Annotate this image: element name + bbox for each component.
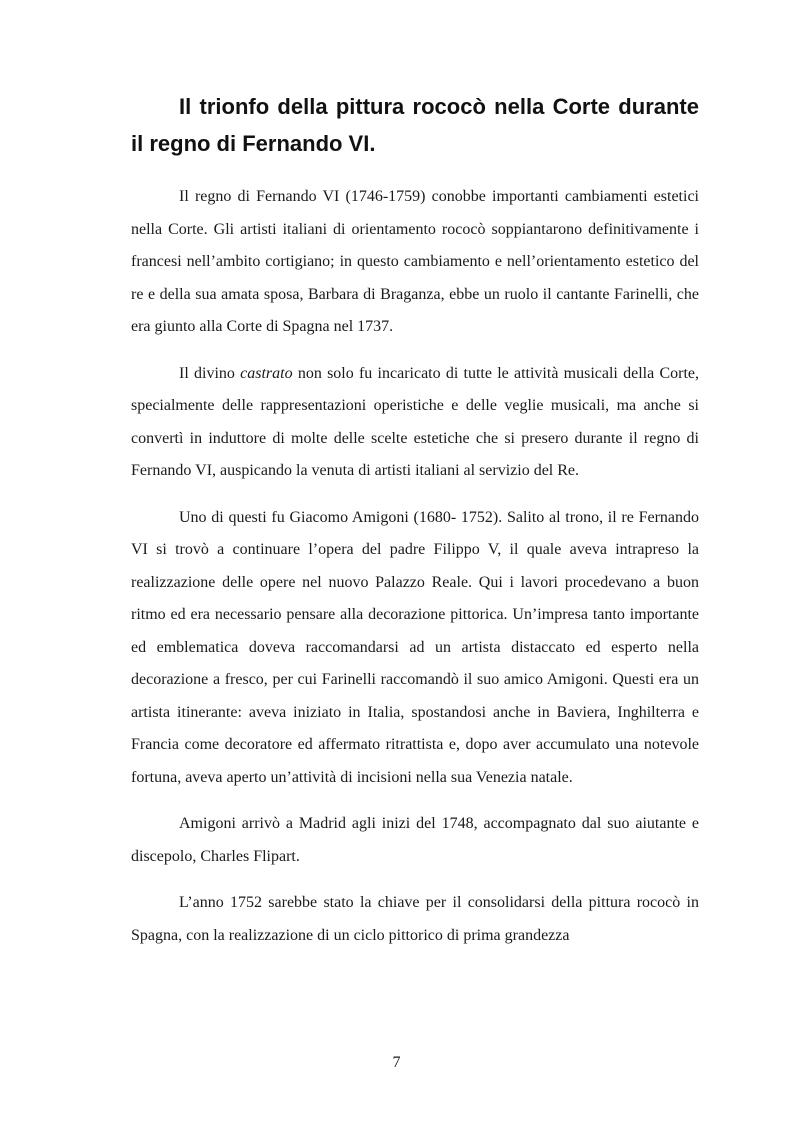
paragraph-1: Il regno di Fernando VI (1746-1759) conobbe importanti cambiamenti estetici nella Corte. Gli artisti italiani di orientamento rococò soppiantarono definitivamente i francesi nell’ambito cortigiano; in questo cambiamento e nell’orientamento estetico del re e della sua amata sposa, Barbara di Braganza, ebbe un ruolo il cantante Farinelli, che era giunto alla Corte di Spagna nel 1737. (131, 188, 699, 335)
paragraph-2-rest: non solo fu incaricato di tutte le attività musicali della Corte, specialmente delle rappresentazioni operistiche e delle veglie musicali, ma anche si convertì in induttore di molte delle scelte estetiche che si presero durante il regno di Fernando VI, auspicando la venuta di artisti italiani al servizio del Re. (131, 364, 699, 479)
body-text (131, 181, 699, 966)
paragraph-4: Amigoni arrivò a Madrid agli inizi del 1748, accompagnato dal suo aiutante e discepolo, Charles Flipart. (131, 815, 699, 865)
italic-term: castrato (240, 364, 293, 382)
paragraph-2-start: Il divino (179, 364, 241, 382)
paragraph-3: Uno di questi fu Giacomo Amigoni (1680- 1752). Salito al trono, il re Fernando VI si trovò a continuare l’opera del padre Filippo V, il quale aveva intrapreso la realizzazione delle opere nel nuovo Palazzo Reale. Qui i lavori procedevano a buon ritmo ed era necessario pensare alla decorazione pittorica. Un’impresa tanto importante ed emblematica doveva raccomandarsi ad un artista distaccato ed esperto nella decorazione a fresco, per cui Farinelli raccomandò il suo amico Amigoni. Questi era un artista itinerante: aveva iniziato in Italia, spostandosi anche in Baviera, Inghilterra e Francia come decoratore ed affermato ritrattista e, dopo aver accumulato una notevole fortuna, aveva aperto un’attività di incisioni nella sua Venezia natale. (131, 508, 699, 786)
page-number: 7 (392, 1054, 401, 1071)
paragraph-5: L’anno 1752 sarebbe stato la chiave per il consolidarsi della pittura rococò in Spagna, con la realizzazione di un ciclo pittorico di prima grandezza (131, 894, 699, 944)
page-title: Il trionfo della pittura rococò nella Corte durante il regno di Fernando VI. (131, 94, 699, 156)
paragraph-2 (131, 358, 699, 488)
